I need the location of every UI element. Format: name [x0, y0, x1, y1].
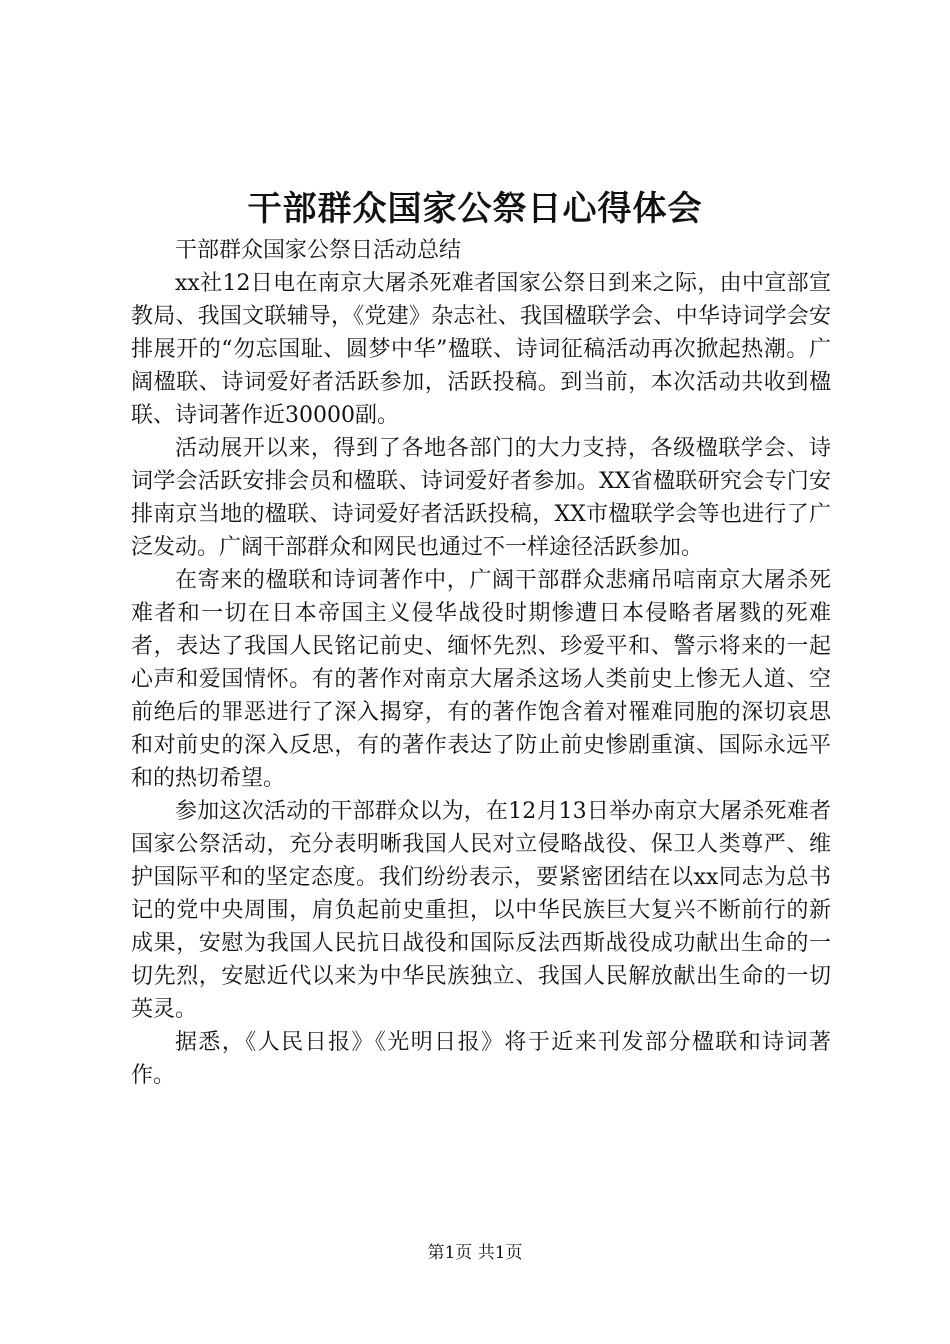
paragraph: 活动展开以来，得到了各地各部门的大力支持，各级楹联学会、诗词学会活跃安排会员和楹联、诗词爱好者参加。XX省楹联研究会专门安排南京当地的楹联、诗词爱好者活跃投稿，XX市楹联学会等也进行了广泛发动。广阔干部群众和网民也通过不一样途径活跃参加。	[131, 436, 831, 560]
paragraph: xx社12日电在南京大屠杀死难者国家公祭日到来之际，由中宣部宣教局、我国文联辅导，《党建》杂志社、我国楹联学会、中华诗词学会安排展开的“勿忘国耻、圆梦中华”楹联、诗词征稿活动再次掀起热潮。广阔楹联、诗词爱好者活跃参加，活跃投稿。到当前，本次活动共收到楹联、诗词著作近30000副。	[131, 271, 831, 428]
paragraph: 参加这次活动的干部群众以为，在12月13日举办南京大屠杀死难者国家公祭活动，充分表明晰我国人民对立侵略战役、保卫人类尊严、维护国际平和的坚定态度。我们纷纷表示，要紧密团结在以xx同志为总书记的党中央周围，肩负起前史重担，以中华民族巨大复兴不断前行的新成果，安慰为我国人民抗日战役和国际反法西斯战役成功献出生命的一切先烈，安慰近代以来为中华民族独立、我国人民解放献出生命的一切英灵。	[131, 799, 831, 1022]
paragraph: 据悉，《人民日报》《光明日报》将于近来刊发部分楹联和诗词著作。	[131, 1030, 831, 1088]
document-title: 干部群众国家公祭日心得体会	[247, 189, 703, 229]
document-subtitle: 干部群众国家公祭日活动总结	[175, 238, 462, 263]
page-footer: 第1页 共1页	[427, 1243, 523, 1263]
paragraph: 在寄来的楹联和诗词著作中，广阔干部群众悲痛吊唁南京大屠杀死难者和一切在日本帝国主义侵华战役时期惨遭日本侵略者屠戮的死难者，表达了我国人民铭记前史、缅怀先烈、珍爱平和、警示将来的一起心声和爱国情怀。有的著作对南京大屠杀这场人类前史上惨无人道、空前绝后的罪恶进行了深入揭穿，有的著作饱含着对罹难同胞的深切哀思和对前史的深入反思，有的著作表达了防止前史惨剧重演、国际永远平和的热切希望。	[131, 568, 831, 791]
document-body	[131, 234, 831, 1092]
